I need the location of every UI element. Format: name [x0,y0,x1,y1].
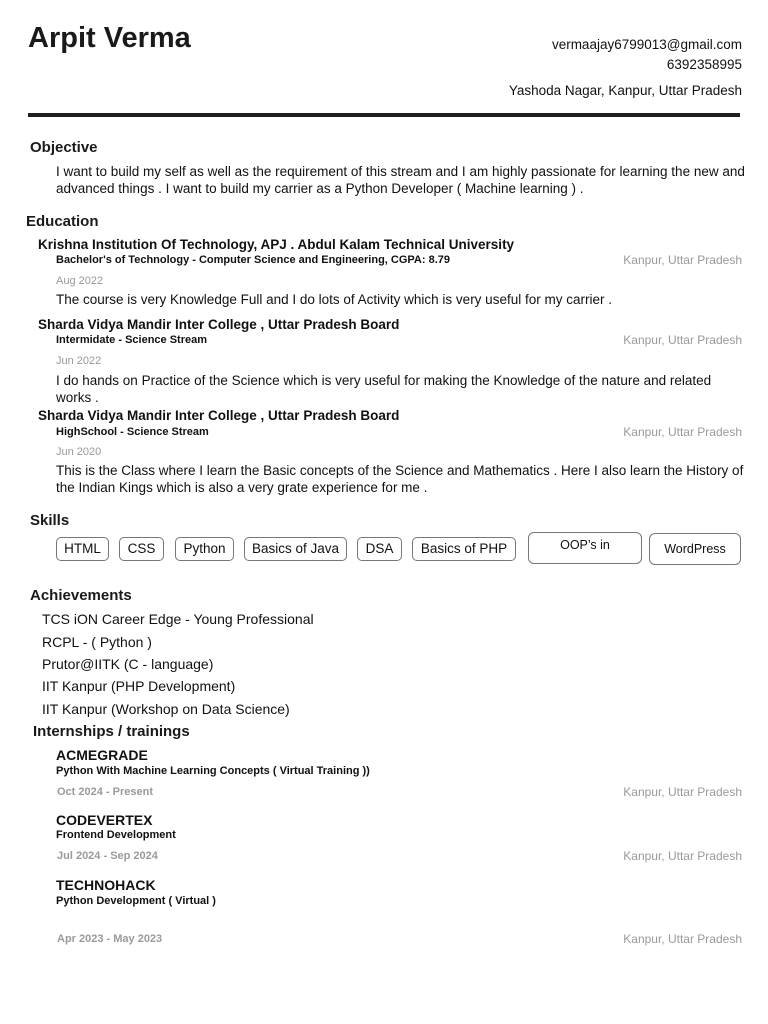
education-description-1: The course is very Knowledge Full and I do lots of Activity which is very useful for my carrier . [56,292,612,307]
header-divider [28,113,740,117]
skill-pill-dsa: DSA [357,537,402,561]
internship-date-1: Oct 2024 - Present [57,786,153,798]
internship-role-3: Python Development ( Virtual ) [56,895,216,907]
education-degree-1: Bachelor's of Technology - Computer Science and Engineering, CGPA: 8.79 [56,254,451,266]
education-heading: Education [26,213,99,230]
skill-pill-python: Python [175,537,234,561]
objective-heading: Objective [30,139,98,156]
education-institution-2: Sharda Vidya Mandir Inter College , Uttar Pradesh Board [38,317,400,332]
internship-location-3: Kanpur, Uttar Pradesh [623,932,742,946]
internships-heading: Internships / trainings [33,723,190,740]
education-institution-3: Sharda Vidya Mandir Inter College , Uttar Pradesh Board [38,408,400,423]
objective-text: I want to build my self as well as the requirement of this stream and I am highly passionate for learning the new and advanced things . I want to build my carrier as a Python Developer ( Machine learning ) . [56,164,745,196]
email-text: vermaajay6799013@gmail.com [551,37,742,52]
internship-company-3: TECHNOHACK [56,877,156,893]
education-description-3: This is the Class where I learn the Basic concepts of the Science and Mathematics . Here I also learn the History of the Indian Kings which is also a very grate experience for me . [56,463,744,495]
address-text: Yashoda Nagar, Kanpur, Uttar Pradesh [508,83,742,98]
internship-role-1: Python With Machine Learning Concepts ( Virtual Training )) [56,765,370,777]
candidate-name: Arpit Verma [28,22,191,54]
education-degree-3: HighSchool - Science Stream [56,426,209,438]
education-description-2: I do hands on Practice of the Science which is very useful for making the Knowledge of the nature and related works . [56,373,712,405]
internship-company-2: CODEVERTEX [56,812,153,828]
skills-heading: Skills [30,512,70,529]
skill-pill-html: HTML [56,537,109,561]
internship-date-2: Jul 2024 - Sep 2024 [57,850,158,862]
achievements-heading: Achievements [30,587,132,604]
skill-pill-wordpress: WordPress [649,533,741,565]
skill-pill-css: CSS [119,537,164,561]
internship-location-1: Kanpur, Uttar Pradesh [623,785,742,799]
education-degree-2: Intermidate - Science Stream [56,334,208,346]
skill-pill-oops-label: OOP’s in [560,538,610,552]
skill-pill-java: Basics of Java [244,537,347,561]
internship-location-2: Kanpur, Uttar Pradesh [623,849,742,863]
education-location-3: Kanpur, Uttar Pradesh [623,425,742,439]
achievement-item: Prutor@IITK (C - language) [42,656,214,672]
education-institution-1: Krishna Institution Of Technology, APJ . Abdul Kalam Technical University [38,237,515,252]
internship-date-3: Apr 2023 - May 2023 [57,933,163,945]
education-date-2: Jun 2022 [56,355,102,367]
skill-pill-oops [528,532,642,564]
achievement-item: RCPL - ( Python ) [42,634,152,650]
education-date-3: Jun 2020 [56,446,102,458]
achievement-item: IIT Kanpur (Workshop on Data Science) [42,701,290,717]
internship-company-1: ACMEGRADE [56,747,148,763]
skill-pill-php: Basics of PHP [412,537,516,561]
education-date-1: Aug 2022 [56,275,104,287]
education-location-2: Kanpur, Uttar Pradesh [623,333,742,347]
education-location-1: Kanpur, Uttar Pradesh [623,253,742,267]
achievement-item: IIT Kanpur (PHP Development) [42,678,236,694]
internship-role-2: Frontend Development [56,829,176,841]
achievement-item: TCS iON Career Edge - Young Professional [42,611,314,627]
phone-text: 6392358995 [666,57,742,72]
